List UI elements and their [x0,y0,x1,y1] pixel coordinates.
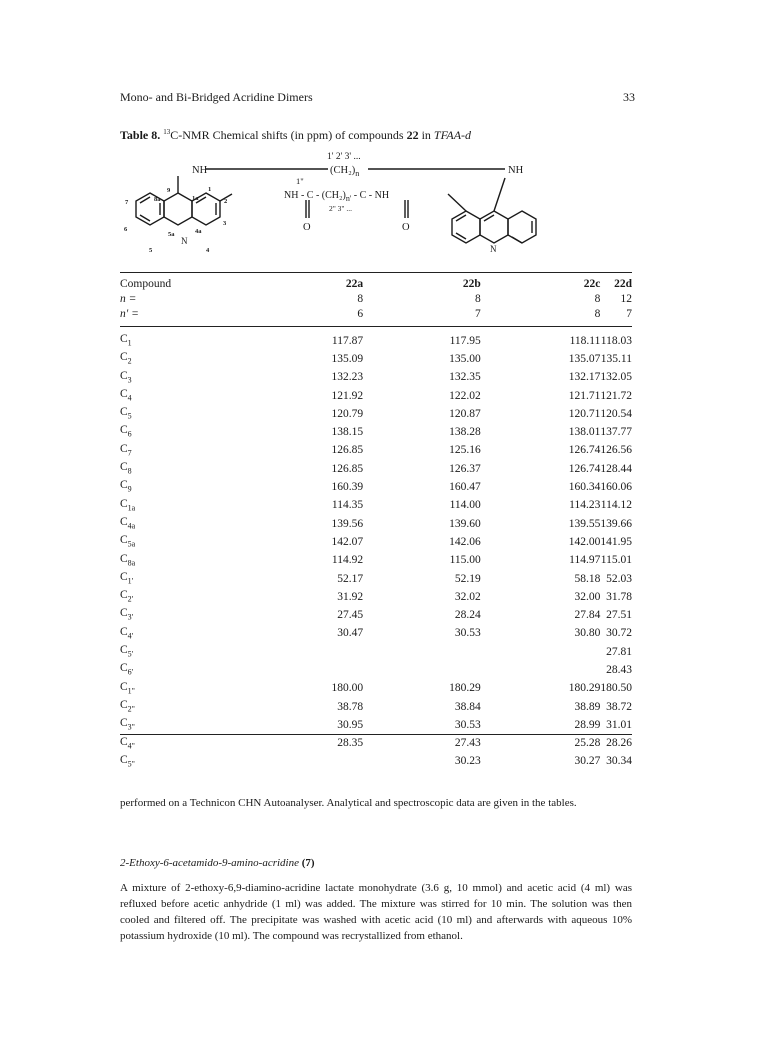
table-row [120,332,632,350]
atom-label [120,625,227,643]
table-header-row [120,276,632,292]
shift-value: 30.23 [454,755,481,768]
shift-value: 25.28 [574,737,601,750]
shift-value: 31.92 [337,590,364,603]
shift-value: 32.00 [574,590,601,603]
atom-label [120,387,227,405]
page-number: 33 [623,90,635,104]
shift-value: 30.27 [574,755,601,768]
table-row [120,716,632,734]
atom-position: 8a [127,557,136,567]
atom-position: 5" [127,759,135,769]
shift-value: 27.45 [337,609,364,622]
param-label: n = [120,293,137,305]
atom-symbol: C [120,589,128,602]
shift-value: 120.87 [449,407,481,420]
shift-value: 52.03 [606,572,632,585]
one-double-prime: 1" [296,176,304,186]
pos-7: 7 [125,199,129,206]
shift-value: 121.92 [331,389,364,402]
oxygen-left: O [303,222,311,233]
shift-value: 180.29 [449,682,481,695]
atom-position: 7 [127,448,132,458]
shift-value: 27.81 [606,645,632,658]
atom-symbol: C [120,461,128,474]
param-rows [120,292,632,322]
param-value: 6 [357,308,364,320]
subheading-ref: (7) [301,857,315,869]
shift-value: 142.06 [449,535,481,548]
shift-value: 30.53 [454,718,481,731]
table-row [120,405,632,423]
col-header-22b: 22b [462,278,481,290]
atom-label [120,442,227,460]
atom-label [120,369,227,387]
atom-position: 1a [127,502,136,512]
shift-value: 135.00 [449,352,481,365]
shift-value: 27.51 [606,609,632,622]
table-row [120,552,632,570]
atom-label [120,735,227,753]
shift-value: 126.56 [600,444,632,457]
shift-value: 142.07 [331,535,364,548]
shift-value: 128.44 [600,462,632,475]
pos-5: 5 [149,247,153,254]
shift-value: 160.39 [331,481,364,494]
chain-numbers: 1' 2' 3' ... [327,152,361,162]
atom-position: 1 [127,338,132,348]
atom-position: 2" [127,704,135,714]
atom-position: 3 [127,374,132,384]
shift-value: 30.80 [574,627,601,640]
atom-symbol: C [120,662,128,675]
atom-label [120,606,227,624]
shift-value: 137.77 [600,426,632,439]
atom-symbol: C [120,387,128,400]
atom-position: 1" [127,685,135,695]
shift-value: 38.78 [337,700,364,713]
atom-symbol: C [120,442,128,455]
atom-symbol: C [120,607,128,620]
atom-label [120,332,227,350]
shift-value: 31.78 [606,590,632,603]
table-row [120,570,632,588]
atom-position: 9 [127,484,132,494]
shift-value [481,643,601,661]
bridge-label: NH - C - $(CH_2)_{n'}$ - C - NH [284,190,390,203]
shift-value: 30.34 [606,755,632,768]
caption-text: C-NMR Chemical shifts (in ppm) of compounds [170,128,404,142]
shift-value: 160.06 [600,481,632,494]
shift-value: 139.55 [568,517,601,530]
table-row [120,661,632,679]
nh-left: NH [192,165,208,176]
caption-label: Table 8. [120,128,161,142]
shift-value: 132.17 [568,371,601,384]
shift-value [227,661,364,679]
paragraph-2: A mixture of 2-ethoxy-6,9-diamino-acridine lactate monohydrate (3.6 g, 10 mmol) and acetic acid (4 ml) was refluxed before acetic anhydride (1 ml) was added. The mixture was stirred for 10 min. The solution was then cooled and filtered off. The precipitate was washed with acetic acid (10 ml) and afterwards with aqueous 10% potassium hydroxide (10 ml). The compound was recrystallized from ethanol. [120,882,632,942]
shift-value: 28.99 [574,718,601,731]
atom-label [120,552,227,570]
table-row [120,588,632,606]
shift-value: 28.35 [337,737,364,750]
shift-value: 52.17 [337,572,364,585]
atom-label [120,478,227,496]
param-value: 8 [594,308,601,320]
atom-label [120,680,227,698]
shift-value: 126.37 [449,462,481,475]
atom-position: 3" [127,722,135,732]
atom-symbol: C [120,735,128,748]
nh-right: NH [508,165,524,176]
atom-symbol: C [120,369,128,382]
paragraph-1: performed on a Technicon CHN Autoanalyser. Analytical and spectroscopic data are given in the tables. [120,797,577,809]
ring-left-b [164,193,192,225]
atom-symbol: C [120,570,128,583]
atom-label [120,643,227,661]
atom-position: 6' [127,667,134,677]
shift-value: 138.28 [449,426,481,439]
atom-symbol: C [120,625,128,638]
table-row [120,442,632,460]
shift-value [227,753,364,771]
shift-value: 141.95 [600,535,632,548]
table-row [120,460,632,478]
shift-value: 138.15 [331,426,364,439]
pos-6: 6 [124,226,128,233]
pos-1a: 1a [192,195,199,202]
shift-value: 38.72 [606,700,632,713]
table-row [120,606,632,624]
atom-position: 5 [127,411,132,421]
shift-value: 160.34 [568,481,601,494]
atom-symbol: C [120,753,128,766]
shift-value: 139.66 [600,517,632,530]
atom-label [120,698,227,716]
shift-value: 132.05 [600,371,632,384]
atom-symbol: C [120,644,128,657]
atom-label [120,588,227,606]
caption-compound: 22 [406,128,419,142]
shift-value: 30.53 [454,627,481,640]
col-header-compound: Compound [120,278,172,290]
table-caption: Table 8. $^{13}$C-NMR Chemical shifts (in ppm) of compounds 22 in TFAA-d [120,128,472,142]
shift-value: 120.79 [331,407,364,420]
shift-value [363,643,481,661]
param-row [120,292,632,307]
shift-value: 121.72 [600,389,632,402]
shift-value: 114.00 [449,499,481,512]
atom-label [120,515,227,533]
atom-symbol: C [120,424,128,437]
atom-position: 6 [127,429,132,439]
table-row [120,387,632,405]
structure-diagram [120,148,600,268]
shift-value: 114.35 [331,499,364,512]
atom-symbol: C [120,333,128,345]
param-value: 8 [357,293,364,305]
caption-solvent: TFAA-d [433,128,472,142]
shift-value: 30.95 [337,718,364,731]
shift-value: 142.00 [568,535,601,548]
shift-value: 120.71 [568,407,601,420]
shift-value: 58.18 [574,572,601,585]
shift-value: 139.60 [449,517,481,530]
running-title: Mono- and Bi-Bridged Acridine Dimers [120,90,313,104]
atom-position: 5' [127,649,134,659]
atom-position: 4a [127,521,136,531]
atom-label [120,405,227,423]
table-row [120,625,632,643]
oxygen-right: O [402,222,410,233]
atom-symbol: C [120,479,128,492]
atom-label [120,716,227,734]
pos-8a: 8a [154,196,161,203]
shift-value: 28.26 [606,737,632,750]
pos-9: 9 [167,187,171,194]
shift-value: 52.19 [454,572,481,585]
pos-2: 2 [224,198,228,205]
atom-symbol: C [120,515,128,528]
shift-value: 126.74 [568,444,601,457]
atom-symbol: C [120,534,128,547]
shift-value: 115.00 [449,554,481,567]
shift-rows [120,332,632,771]
table-row [120,515,632,533]
shift-value: 31.01 [606,718,632,731]
atom-symbol: C [120,698,128,711]
table-row [120,423,632,441]
atom-symbol: C [120,680,128,693]
atom-position: 5a [127,539,136,549]
shift-value: 135.09 [331,352,364,365]
prime-numbers: 2" 3" ... [329,204,352,213]
section-subheading [120,857,315,869]
shift-value: 121.71 [568,389,601,402]
atom-position: 8 [127,466,132,476]
table-top-rule [120,272,632,273]
shift-value: 114.23 [569,499,601,512]
shift-value: 132.35 [449,371,481,384]
atom-position: 2' [127,594,134,604]
atom-label [120,533,227,551]
shift-value: 126.85 [331,462,364,475]
shift-value: 126.85 [331,444,364,457]
caption-isotope: 13 [163,128,171,136]
atom-label [120,661,227,679]
atom-position: 4" [127,740,135,750]
param-value: 7 [475,308,481,320]
shift-value: 125.16 [449,444,481,457]
atom-label [120,460,227,478]
shift-value: 180.50 [600,682,632,695]
param-value: 8 [594,293,601,305]
shift-value: 132.23 [331,371,364,384]
shift-value: 114.97 [569,554,601,567]
col-header-22a: 22a [345,278,364,290]
shift-value [363,661,481,679]
param-value: 8 [475,293,481,305]
shift-value: 139.56 [331,517,364,530]
atom-position: 4' [127,631,134,641]
shift-value: 27.43 [454,737,481,750]
atom-symbol: C [120,552,128,565]
pos-4: 4 [206,247,210,254]
table-row [120,643,632,661]
atom-position: 4 [127,393,132,403]
param-value: 7 [626,308,632,320]
shift-value: 118.03 [600,334,632,347]
table-row [120,497,632,515]
param-label: n' = [120,308,139,320]
atom-position: 2 [127,356,132,366]
table-row [120,735,632,753]
param-value: 12 [620,293,632,305]
pos-4a: 4a [195,228,202,235]
shift-value: 126.74 [568,462,601,475]
shift-value: 28.43 [606,663,632,676]
shift-value: 160.47 [449,481,481,494]
shift-value: 135.11 [600,352,632,365]
atom-symbol: C [120,497,128,510]
shift-value: 30.72 [606,627,632,640]
chain-label: $(CH_2)_n$ [330,165,360,178]
shift-value: 117.95 [449,334,481,347]
shift-value: 38.89 [574,700,601,713]
shift-value: 32.02 [454,590,481,603]
shift-value: 38.84 [454,700,481,713]
n-atom-right: N [490,244,497,254]
atom-label [120,350,227,368]
table-row [120,369,632,387]
atom-symbol: C [120,351,128,364]
shift-value: 28.24 [454,609,481,622]
shift-value: 135.07 [568,352,601,365]
shift-value: 138.01 [568,426,601,439]
n-atom-left: N [181,236,188,246]
pos-3: 3 [223,220,227,227]
col-header-22d: 22d [614,278,632,290]
atom-label [120,753,227,771]
atom-symbol: C [120,717,128,730]
atom-label [120,423,227,441]
shift-value: 115.01 [600,554,632,567]
pos-5a: 5a [168,231,175,238]
shift-value: 117.87 [331,334,364,347]
shift-value: 27.84 [574,609,601,622]
param-row [120,307,632,322]
table-row [120,350,632,368]
shift-value: 114.12 [600,499,632,512]
shift-value: 118.11 [569,334,601,347]
pos-1: 1 [208,186,212,193]
table-row [120,478,632,496]
table-row [120,698,632,716]
atom-symbol: C [120,406,128,419]
spacer [120,322,632,332]
table-row [120,680,632,698]
table-row [120,533,632,551]
atom-label [120,570,227,588]
atom-position: 1' [127,576,134,586]
atom-position: 3' [127,612,134,622]
col-header-22c: 22c [583,278,601,290]
shift-value [227,643,364,661]
nmr-table [120,276,632,771]
shift-value: 30.47 [337,627,364,640]
shift-value: 114.92 [331,554,364,567]
shift-value: 120.54 [600,407,632,420]
shift-value: 180.29 [568,682,601,695]
shift-value: 180.00 [331,682,364,695]
table-row [120,753,632,771]
subheading-text: 2-Ethoxy-6-acetamido-9-amino-acridine [120,857,299,869]
atom-label [120,497,227,515]
shift-value: 122.02 [449,389,481,402]
shift-value [481,661,601,679]
